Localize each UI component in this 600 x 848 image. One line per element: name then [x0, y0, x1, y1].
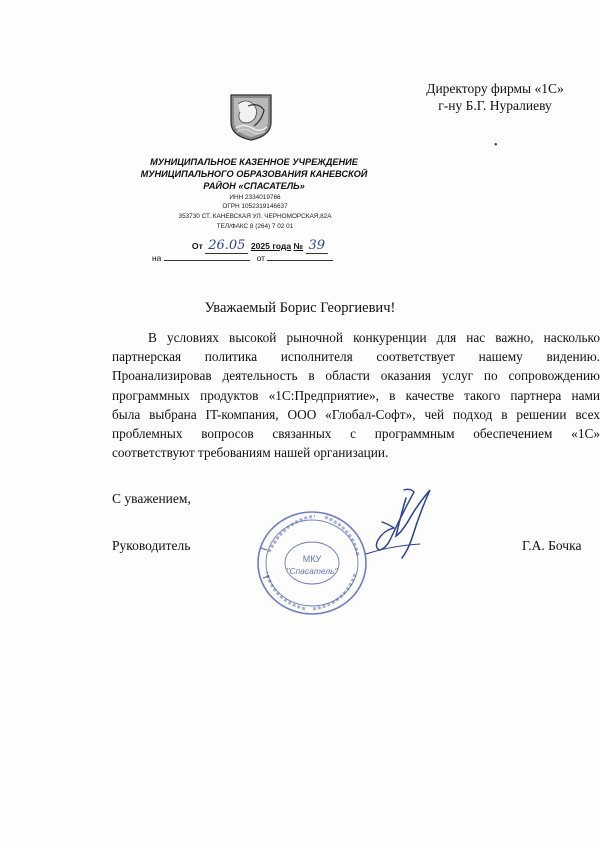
org-name-line2: МУНИЦИПАЛЬНОГО ОБРАЗОВАНИЯ КАНЕВСКОЙ	[140, 169, 368, 179]
org-name-line1: МУНИЦИПАЛЬНОЕ КАЗЕННОЕ УЧРЕЖДЕНИЕ	[150, 157, 358, 167]
phone-text: ТЕЛ/ФАКС 8 (264) 7 02 01	[216, 223, 294, 230]
outgoing-prefix: От	[191, 241, 203, 251]
signer-name: Г.А. Бочка	[522, 538, 582, 553]
greeting: Уважаемый Борис Георгиевич!	[204, 300, 396, 316]
reference-on-label: на	[152, 253, 162, 263]
closing-phrase: С уважением,	[112, 491, 191, 506]
stamp-center-line2: "Спасатель"	[286, 566, 338, 576]
outgoing-number-sign: №	[293, 241, 304, 251]
letter-body	[112, 328, 600, 462]
reference-date-blank	[267, 251, 333, 261]
organization-name	[138, 156, 370, 192]
outgoing-number-handwritten: 39	[306, 238, 329, 254]
org-name-line3: РАЙОН «СПАСАТЕЛЬ»	[203, 181, 305, 191]
outgoing-year: 2025 года	[250, 241, 292, 251]
address-text: 353730 СТ. КАНЕВСКАЯ УЛ. ЧЕРНОМОРСКАЯ,82А	[178, 213, 332, 220]
signer-position: Руководитель	[112, 538, 191, 553]
body-line: соответствуют требованиям нашей организации.	[112, 445, 389, 461]
addressee-line2: г-ну Б.Г. Нуралиеву	[438, 98, 552, 113]
outgoing-date-handwritten: 26.05	[205, 238, 248, 254]
body-line: Проанализировав деятельность в области оказания услуг по сопровождению	[112, 368, 600, 384]
reference-number-blank	[164, 251, 250, 261]
body-line: партнерская политика исполнителя соответствует нашему видению.	[112, 349, 600, 365]
inn-text: ИНН 2334019766	[229, 194, 281, 201]
stamp-center-line1: МКУ	[302, 554, 322, 564]
stray-mark: •	[494, 140, 498, 151]
addressee-line1: Директору фирмы «1С»	[426, 81, 564, 96]
official-stamp-icon	[255, 508, 370, 618]
addressee-block	[400, 80, 590, 114]
reference-from-label: от	[256, 253, 265, 263]
ogrn-text: ОГРН 1052319146637	[222, 203, 288, 210]
municipal-coat-of-arms-icon	[228, 92, 274, 142]
body-line: программных продуктов «1С:Предприятие», в качестве такого партнера нами	[112, 387, 600, 403]
body-line: была выбрана IT-компания, ООО «Глобал-Софт», чей подход в решении всех	[112, 406, 600, 422]
reference-line	[152, 251, 352, 263]
handwritten-signature-icon	[360, 484, 438, 562]
body-line: проблемных вопросов связанных с программным обеспечением «1С»	[112, 426, 600, 442]
body-line: В условиях высокой рыночной конкуренции для нас важно, насколько	[148, 330, 600, 345]
